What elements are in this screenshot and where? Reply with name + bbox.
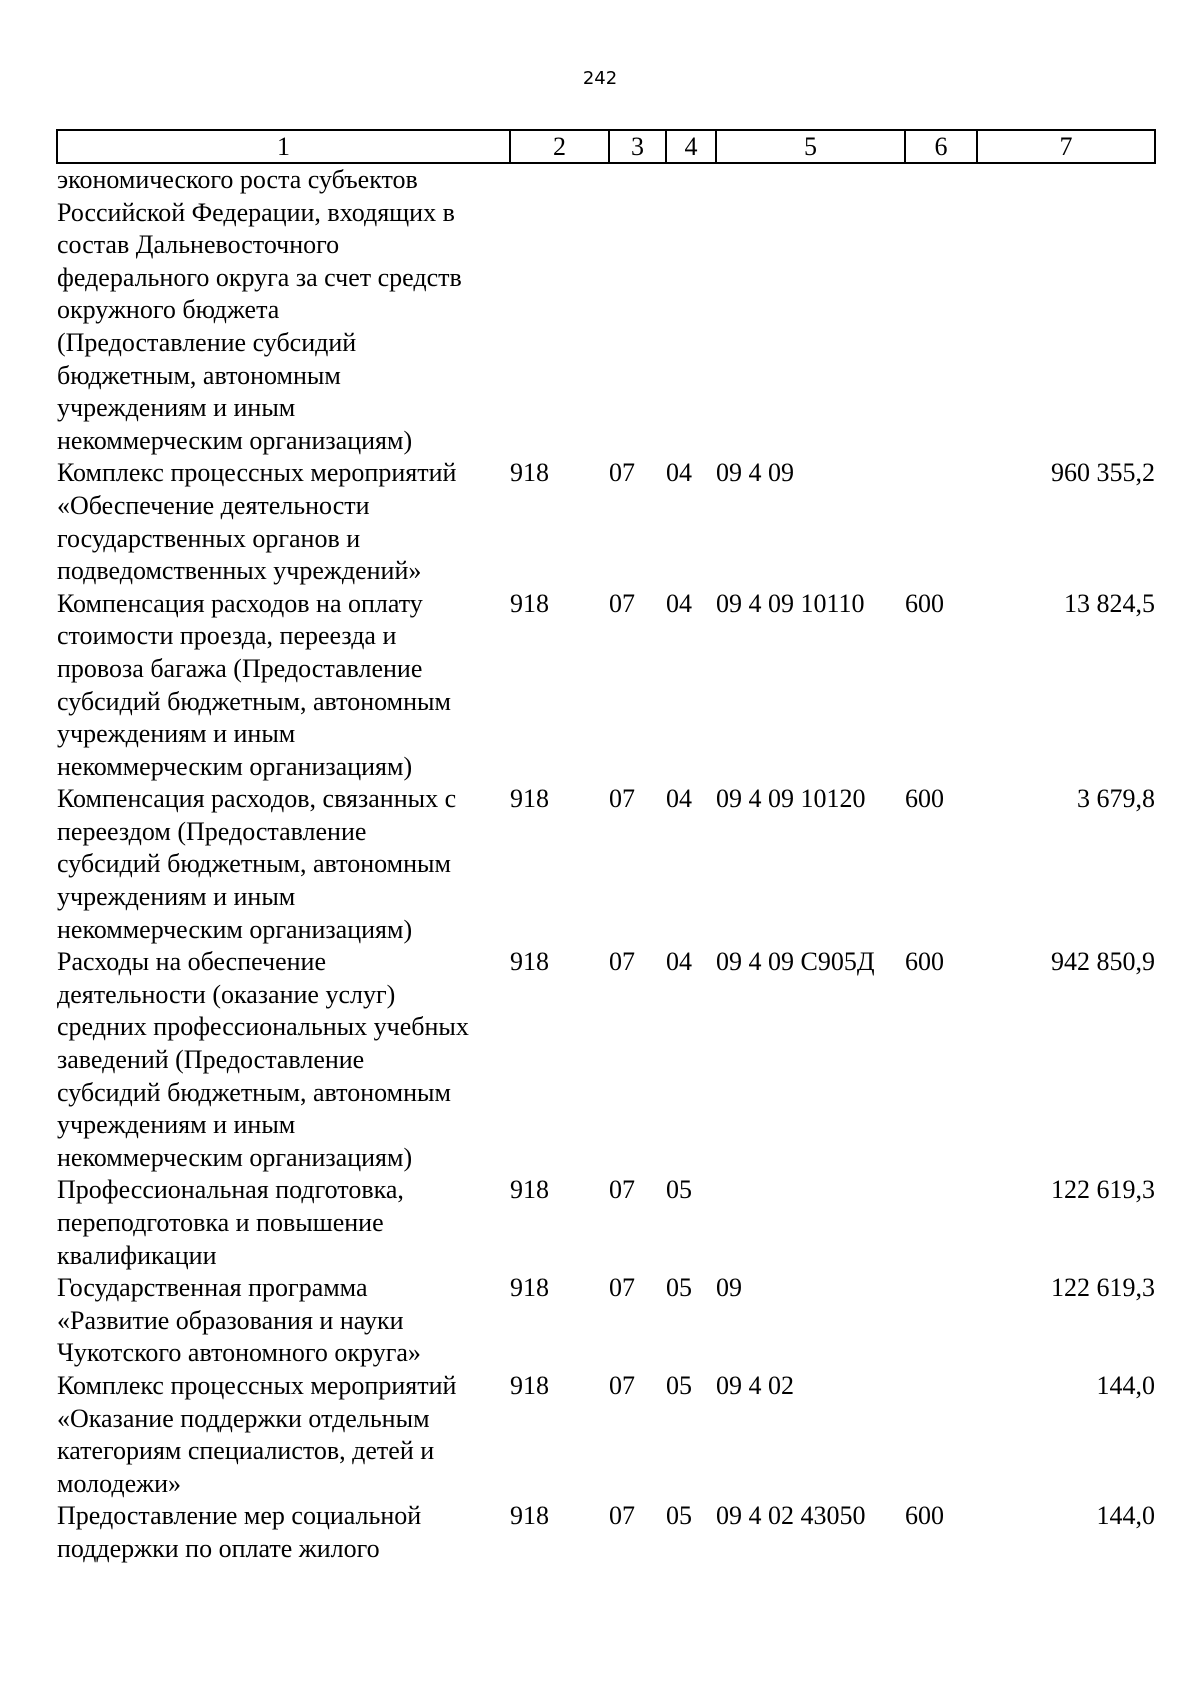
subsection-code-cell: 04 — [666, 588, 692, 618]
amount-cell: 144,0 — [1096, 1501, 1155, 1531]
item-name-line: некоммерческим организациям) — [57, 425, 413, 455]
target-article-cell — [716, 163, 905, 457]
amount-cell: 122 619,3 — [1051, 1175, 1155, 1205]
item-name-line: переездом (Предоставление — [57, 816, 367, 846]
item-name-line: деятельности (оказание услуг) — [57, 979, 396, 1009]
expense-type-cell — [905, 1174, 977, 1272]
item-name-line: Государственная программа — [57, 1273, 368, 1303]
item-name-cell — [57, 1174, 510, 1272]
subsection-code-cell: 04 — [666, 947, 692, 977]
table-row — [57, 1500, 1155, 1565]
item-name-line: Предоставление мер социальной — [57, 1501, 422, 1531]
item-name-line: Комплекс процессных мероприятий — [57, 458, 457, 488]
item-name-line: учреждениям и иным — [57, 1110, 296, 1140]
item-name-line: субсидий бюджетным, автономным — [57, 849, 451, 879]
target-article-cell: 09 4 02 43050 — [716, 1501, 866, 1531]
column-header-6: 6 — [905, 130, 977, 163]
agency-code-cell: 918 — [510, 1370, 549, 1400]
amount-cell: 122 619,3 — [1051, 1273, 1155, 1303]
section-code-cell: 07 — [609, 1273, 635, 1303]
item-name-line: Чукотского автономного округа» — [57, 1338, 421, 1368]
item-name-line: (Предоставление субсидий — [57, 327, 357, 357]
table-body — [57, 163, 1155, 1566]
agency-code-cell — [510, 163, 609, 457]
expense-type-cell: 600 — [905, 588, 944, 618]
agency-code-cell: 918 — [510, 1175, 549, 1205]
item-name-line: состав Дальневосточного — [57, 230, 340, 260]
subsection-code-cell: 05 — [666, 1370, 692, 1400]
section-code-cell: 07 — [609, 588, 635, 618]
section-code-cell: 07 — [609, 1501, 635, 1531]
subsection-code-cell: 05 — [666, 1501, 692, 1531]
agency-code-cell: 918 — [510, 588, 549, 618]
section-code-cell: 07 — [609, 1175, 635, 1205]
item-name-line: заведений (Предоставление — [57, 1045, 365, 1075]
item-name-line: Комплекс процессных мероприятий — [57, 1370, 457, 1400]
item-name-line: «Оказание поддержки отдельным — [57, 1403, 430, 1433]
item-name-line: Расходы на обеспечение — [57, 947, 327, 977]
section-code-cell: 07 — [609, 784, 635, 814]
agency-code-cell: 918 — [510, 1273, 549, 1303]
expense-type-cell — [905, 163, 977, 457]
column-header-1: 1 — [57, 130, 510, 163]
expense-type-cell: 600 — [905, 947, 944, 977]
table-row — [57, 1370, 1155, 1500]
agency-code-cell: 918 — [510, 458, 549, 488]
column-header-3: 3 — [609, 130, 666, 163]
expense-type-cell: 600 — [905, 784, 944, 814]
table-row — [57, 588, 1155, 784]
item-name-cell — [57, 1272, 510, 1370]
item-name-line: переподготовка и повышение — [57, 1208, 384, 1237]
item-name-line: средних профессиональных учебных — [57, 1012, 469, 1042]
target-article-cell: 09 4 09 С905Д — [716, 947, 875, 977]
item-name-line: подведомственных учреждений» — [57, 556, 422, 586]
subsection-code-cell — [666, 163, 716, 457]
item-name-line: Профессиональная подготовка, — [57, 1175, 404, 1205]
agency-code-cell: 918 — [510, 1501, 549, 1531]
expense-type-cell — [905, 457, 977, 587]
table-row — [57, 163, 1155, 457]
item-name-cell — [57, 163, 510, 457]
target-article-cell: 09 4 09 10120 — [716, 784, 866, 814]
table-row — [57, 946, 1155, 1174]
expense-type-cell: 600 — [905, 1501, 944, 1531]
item-name-line: стоимости проезда, переезда и — [57, 621, 397, 651]
target-article-cell: 09 — [716, 1273, 742, 1303]
item-name-line: учреждениям и иным — [57, 393, 296, 423]
subsection-code-cell: 04 — [666, 458, 692, 488]
item-name-cell — [57, 1500, 510, 1565]
section-code-cell: 07 — [609, 458, 635, 488]
amount-cell: 942 850,9 — [1051, 947, 1155, 977]
expense-type-cell — [905, 1370, 977, 1500]
amount-cell — [977, 163, 1155, 457]
table-header — [57, 130, 1155, 163]
item-name-line: «Развитие образования и науки — [57, 1305, 404, 1335]
target-article-cell: 09 4 09 10110 — [716, 588, 865, 618]
item-name-line: учреждениям и иным — [57, 882, 296, 912]
column-header-7: 7 — [977, 130, 1155, 163]
item-name-line: провоза багажа (Предоставление — [57, 653, 423, 683]
header-row — [57, 130, 1155, 163]
item-name-line: федерального округа за счет средств — [57, 262, 462, 292]
item-name-cell — [57, 783, 510, 946]
table-row — [57, 783, 1155, 946]
column-header-4: 4 — [666, 130, 716, 163]
section-code-cell: 07 — [609, 1370, 635, 1400]
amount-cell: 3 679,8 — [1077, 784, 1155, 814]
item-name-line: категориям специалистов, детей и — [57, 1436, 435, 1466]
item-name-line: Компенсация расходов, связанных с — [57, 784, 457, 814]
item-name-line: субсидий бюджетным, автономным — [57, 1077, 451, 1107]
page-number: 242 — [582, 68, 618, 89]
item-name-cell — [57, 457, 510, 587]
subsection-code-cell: 04 — [666, 784, 692, 814]
item-name-line: экономического роста субъектов — [57, 165, 418, 194]
amount-cell: 13 824,5 — [1064, 588, 1155, 618]
item-name-line: Компенсация расходов на оплату — [57, 588, 423, 618]
target-article-cell: 09 4 09 — [716, 458, 794, 488]
subsection-code-cell: 05 — [666, 1273, 692, 1303]
item-name-cell — [57, 1370, 510, 1500]
amount-cell: 960 355,2 — [1051, 458, 1155, 488]
item-name-line: некоммерческим организациям) — [57, 751, 413, 781]
item-name-cell — [57, 588, 510, 784]
target-article-cell — [716, 1174, 905, 1272]
expense-type-cell — [905, 1272, 977, 1370]
target-article-cell: 09 4 02 — [716, 1370, 794, 1400]
item-name-line: молодежи» — [57, 1468, 181, 1498]
item-name-line: субсидий бюджетным, автономным — [57, 686, 451, 716]
table-row — [57, 1174, 1155, 1272]
item-name-line: поддержки по оплате жилого — [57, 1533, 380, 1563]
budget-table — [56, 129, 1156, 1566]
column-header-2: 2 — [510, 130, 609, 163]
item-name-line: окружного бюджета — [57, 295, 280, 325]
item-name-line: некоммерческим организациям) — [57, 914, 413, 944]
table-row — [57, 457, 1155, 587]
item-name-line: государственных органов и — [57, 523, 361, 553]
agency-code-cell: 918 — [510, 947, 549, 977]
item-name-line: некоммерческим организациям) — [57, 1142, 413, 1172]
column-header-5: 5 — [716, 130, 905, 163]
item-name-cell — [57, 946, 510, 1174]
subsection-code-cell: 05 — [666, 1175, 692, 1205]
item-name-line: «Обеспечение деятельности — [57, 490, 370, 520]
amount-cell: 144,0 — [1096, 1370, 1155, 1400]
section-code-cell: 07 — [609, 947, 635, 977]
item-name-line: Российской Федерации, входящих в — [57, 197, 455, 227]
table-row — [57, 1272, 1155, 1370]
item-name-line: квалификации — [57, 1240, 217, 1270]
agency-code-cell: 918 — [510, 784, 549, 814]
section-code-cell — [609, 163, 666, 457]
item-name-line: бюджетным, автономным — [57, 360, 341, 390]
item-name-line: учреждениям и иным — [57, 719, 296, 749]
